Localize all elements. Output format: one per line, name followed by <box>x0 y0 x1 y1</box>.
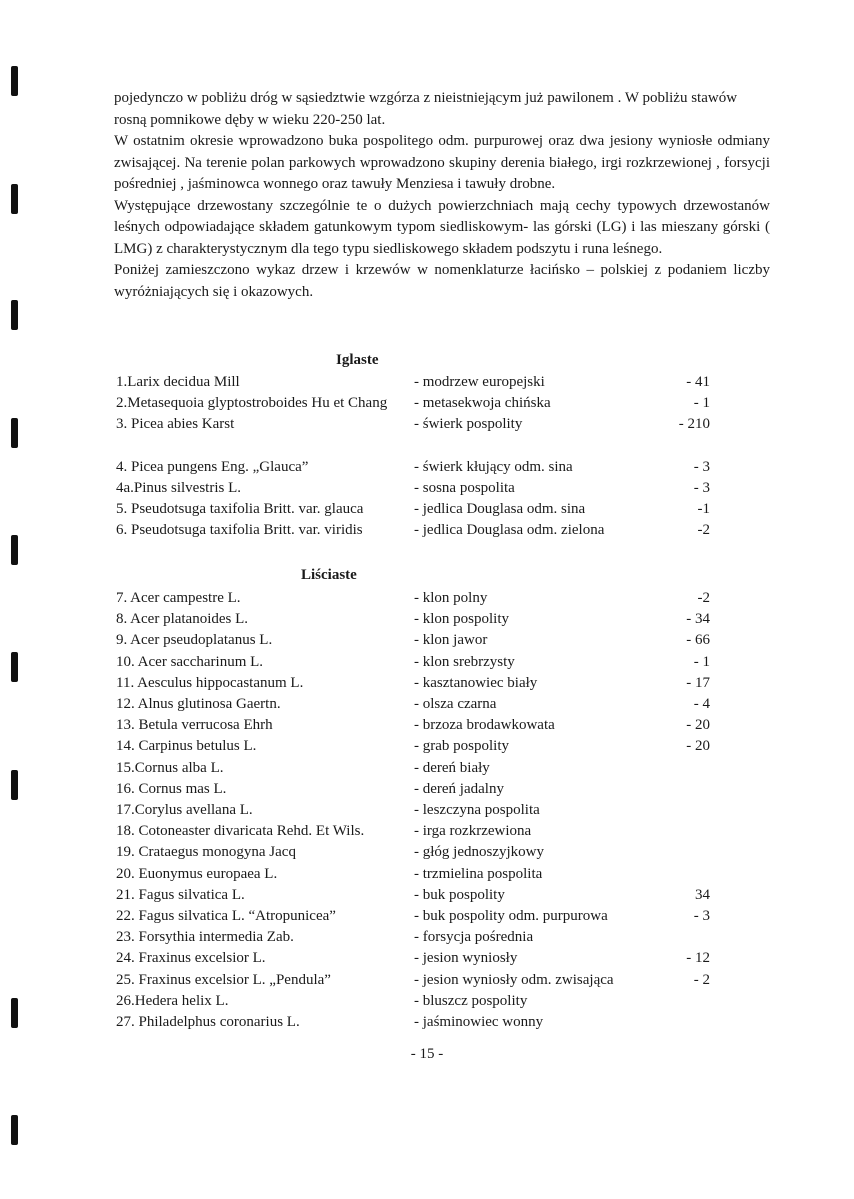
species-count: - 1 <box>693 395 710 411</box>
species-count: - 1 <box>693 653 710 670</box>
species-polish: - irga rozkrzewiona <box>414 823 532 840</box>
species-polish: - brzoza brodawkowata <box>414 717 555 734</box>
species-latin: 22. Fagus silvatica L. “Atropunicea” <box>116 908 336 924</box>
species-latin: 5. Pseudotsuga taxifolia Britt. var. glauca <box>116 501 364 517</box>
species-latin: 10. Acer saccharinum L. <box>116 653 264 670</box>
binder-mark <box>11 1115 18 1145</box>
species-polish: - głóg jednoszyjkowy <box>414 844 544 861</box>
species-latin: 23. Forsythia intermedia Zab. <box>116 929 294 946</box>
species-latin: 17.Corylus avellana L. <box>116 802 253 818</box>
species-latin: 15.Cornus alba L. <box>116 759 224 776</box>
species-latin: 27. Philadelphus coronarius L. <box>116 1014 300 1030</box>
species-polish: - świerk kłujący odm. sina <box>414 459 573 475</box>
species-count: - 3 <box>693 908 710 924</box>
species-polish: - trzmielina pospolita <box>414 865 543 882</box>
species-polish: - jedlica Douglasa odm. zielona <box>414 522 605 538</box>
species-count: 34 <box>695 886 710 903</box>
species-latin: 24. Fraxinus excelsior L. <box>116 950 266 967</box>
species-polish: - sosna pospolita <box>414 480 515 496</box>
binder-mark <box>11 652 18 682</box>
species-latin: 1.Larix decidua Mill <box>116 374 240 390</box>
binder-mark <box>11 770 18 800</box>
species-polish: - modrzew europejski <box>414 374 545 390</box>
binder-mark <box>11 66 18 96</box>
species-polish: - klon jawor <box>414 632 488 649</box>
species-count: - 4 <box>693 696 710 712</box>
species-count: -2 <box>697 590 710 606</box>
species-count: -2 <box>697 522 710 538</box>
species-polish: - buk pospolity odm. purpurowa <box>414 908 608 924</box>
species-polish: - bluszcz pospolity <box>414 992 528 1009</box>
page-number: - 15 - <box>410 1046 444 1062</box>
species-latin: 12. Alnus glutinosa Gaertn. <box>116 696 281 712</box>
species-latin: 3. Picea abies Karst <box>116 416 235 432</box>
section-heading-deciduous: Liściaste <box>301 567 357 583</box>
species-count: - 17 <box>686 674 710 691</box>
species-latin: 9. Acer pseudoplatanus L. <box>116 632 273 649</box>
species-latin: 25. Fraxinus excelsior L. „Pendula” <box>116 971 331 988</box>
species-count: - 20 <box>686 738 710 755</box>
binder-mark <box>11 300 18 330</box>
binder-mark <box>11 535 18 565</box>
paragraph: pojedynczo w pobliżu dróg w sąsiedztwie wzgórza z nieistniejącym już pawilonem . W pobliżu stawów rosną pomnikowe dęby w wieku 220-250 lat. <box>114 90 738 128</box>
species-latin: 18. Cotoneaster divaricata Rehd. Et Wils. <box>116 823 365 840</box>
species-latin: 26.Hedera helix L. <box>116 992 229 1009</box>
species-latin: 21. Fagus silvatica L. <box>116 886 245 903</box>
species-count: -1 <box>697 501 710 517</box>
species-latin: 14. Carpinus betulus L. <box>116 738 257 755</box>
species-polish: - jesion wyniosły <box>414 950 518 967</box>
species-polish: - grab pospolity <box>414 738 509 755</box>
species-latin: 16. Cornus mas L. <box>116 780 227 797</box>
species-latin: 8. Acer platanoides L. <box>116 611 249 628</box>
species-latin: 7. Acer campestre L. <box>116 590 241 606</box>
species-polish: - klon pospolity <box>414 611 510 628</box>
species-polish: - buk pospolity <box>414 886 505 903</box>
species-count: - 20 <box>686 717 710 734</box>
species-count: - 3 <box>693 480 710 496</box>
species-polish: - klon srebrzysty <box>414 653 515 670</box>
binder-mark <box>11 418 18 448</box>
paragraph: Występujące drzewostany szczególnie te o dużych powierzchniach mają cechy typowych drzewostanów leśnych odpowiadające składem gatunkowym typom siedliskowym- las górski (LG) i las mieszany górski ( LMG) z charakterystycznym dla tego typu siedliskowego składem podszytu i runa leśnego. <box>114 197 770 257</box>
species-latin: 11. Aesculus hippocastanum L. <box>116 674 304 691</box>
binder-mark <box>11 998 18 1028</box>
species-count: - 41 <box>686 374 710 390</box>
paragraph: W ostatnim okresie wprowadzono buka pospolitego odm. purpurowej oraz dwa jesiony wyniosłe odmiany zwisającej. Na terenie polan parkowych wprowadzono skupiny derenia białego, irgi rozkrzewionej , forsycji pośredniej , jaśminowca wonnego oraz tawuły Menziesa i tawuły drobne. <box>114 133 770 192</box>
species-count: - 34 <box>686 611 710 628</box>
species-latin: 19. Crataegus monogyna Jacq <box>116 844 296 861</box>
species-polish: - metasekwoja chińska <box>414 395 551 411</box>
species-latin: 2.Metasequoia glyptostroboides Hu et Chang <box>116 395 388 411</box>
species-latin: 4. Picea pungens Eng. „Glauca” <box>116 459 309 475</box>
species-count: - 3 <box>693 459 710 475</box>
species-polish: - forsycja pośrednia <box>414 929 534 946</box>
species-polish: - leszczyna pospolita <box>414 802 540 818</box>
species-polish: - dereń biały <box>414 759 490 776</box>
species-count: - 66 <box>686 632 710 649</box>
species-polish: - kasztanowiec biały <box>414 674 538 691</box>
section-heading-conifers: Iglaste <box>336 352 379 368</box>
binder-mark <box>11 184 18 214</box>
species-polish: - świerk pospolity <box>414 416 523 432</box>
species-polish: - jesion wyniosły odm. zwisająca <box>414 971 614 988</box>
species-polish: - jaśminowiec wonny <box>414 1014 544 1030</box>
species-count: - 12 <box>686 950 710 967</box>
species-latin: 13. Betula verrucosa Ehrh <box>116 717 273 734</box>
intro-text <box>114 88 770 303</box>
species-latin: 4a.Pinus silvestris L. <box>116 480 242 496</box>
paragraph: Poniżej zamieszczono wykaz drzew i krzewów w nomenklaturze łacińsko – polskiej z podaniem liczby wyróżniających się i okazowych. <box>114 262 770 300</box>
species-polish: - dereń jadalny <box>414 780 504 797</box>
species-polish: - jedlica Douglasa odm. sina <box>414 501 586 517</box>
species-count: - 210 <box>678 416 710 432</box>
species-polish: - olsza czarna <box>414 696 497 712</box>
species-polish: - klon polny <box>414 590 488 606</box>
species-latin: 20. Euonymus europaea L. <box>116 865 278 882</box>
species-latin: 6. Pseudotsuga taxifolia Britt. var. viridis <box>116 522 363 538</box>
species-count: - 2 <box>693 971 710 988</box>
